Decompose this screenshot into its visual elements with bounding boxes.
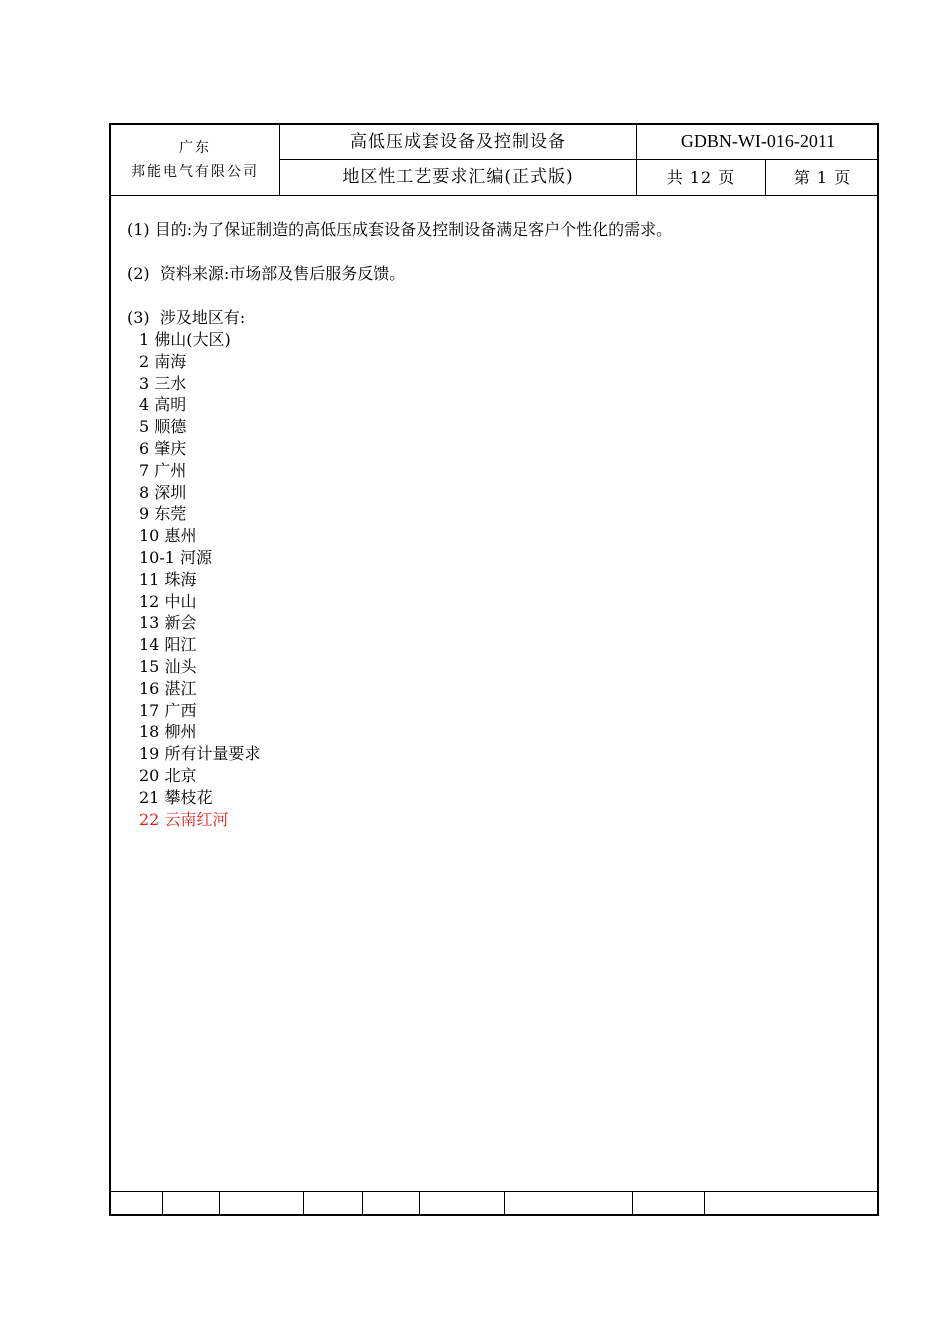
region-item: 10-1 河源 <box>139 547 213 567</box>
footer-divider <box>419 1191 420 1214</box>
company-name <box>111 125 279 195</box>
current-page: 第 1 页 <box>793 167 852 187</box>
region-item: 7 广州 <box>139 460 187 480</box>
footer-divider <box>704 1191 705 1214</box>
region-item: 10 惠州 <box>139 526 197 546</box>
region-item: 18 柳州 <box>139 722 197 742</box>
region-item: 17 广西 <box>139 700 197 720</box>
region-item: 21 攀枝花 <box>139 787 213 807</box>
region-item: 15 汕头 <box>139 656 197 676</box>
company-line-1: 广东 <box>179 140 211 156</box>
region-item-highlighted: 22 云南红河 <box>139 809 229 829</box>
region-item: 1 佛山(大区) <box>139 330 231 349</box>
region-item: 20 北京 <box>139 765 197 785</box>
footer-divider <box>219 1191 220 1214</box>
document-title-line-2: 地区性工艺要求汇编(正式版) <box>342 167 574 188</box>
region-item: 4 高明 <box>139 395 187 415</box>
footer-divider <box>162 1191 163 1214</box>
document-frame <box>109 123 879 1216</box>
region-item: 12 中山 <box>139 591 197 611</box>
header-bottom-line <box>111 195 877 196</box>
region-item: 6 肇庆 <box>139 438 187 458</box>
footer-divider <box>362 1191 363 1214</box>
footer-divider <box>303 1191 304 1214</box>
footer-signature-row <box>111 1191 877 1214</box>
region-item: 9 东莞 <box>139 504 187 524</box>
region-item: 16 湛江 <box>139 678 197 698</box>
region-list <box>127 329 867 830</box>
document-title-line-1: 高低压成套设备及控制设备 <box>350 131 566 152</box>
region-item: 19 所有计量要求 <box>139 744 261 764</box>
footer-top-line <box>111 1191 877 1192</box>
region-item: 11 珠海 <box>139 569 197 589</box>
region-item: 8 深圳 <box>139 482 187 502</box>
total-pages: 共 12 页 <box>666 167 736 187</box>
document-number: GDBN-WI-016-2011 <box>680 131 836 152</box>
footer-divider <box>504 1191 505 1214</box>
region-item: 2 南海 <box>139 351 187 371</box>
region-item: 5 顺德 <box>139 417 187 437</box>
document-body <box>127 219 867 830</box>
region-item: 13 新会 <box>139 613 197 633</box>
region-item: 3 三水 <box>139 373 187 393</box>
footer-divider <box>632 1191 633 1214</box>
source-paragraph: (2) 资料来源:市场部及售后服务反馈。 <box>127 264 406 283</box>
purpose-paragraph: (1) 目的:为了保证制造的高低压成套设备及控制设备满足客户个性化的需求。 <box>127 220 673 239</box>
company-line-2: 邦能电气有限公司 <box>131 164 259 180</box>
regions-heading: (3) 涉及地区有: <box>127 308 246 327</box>
region-item: 14 阳江 <box>139 635 197 655</box>
